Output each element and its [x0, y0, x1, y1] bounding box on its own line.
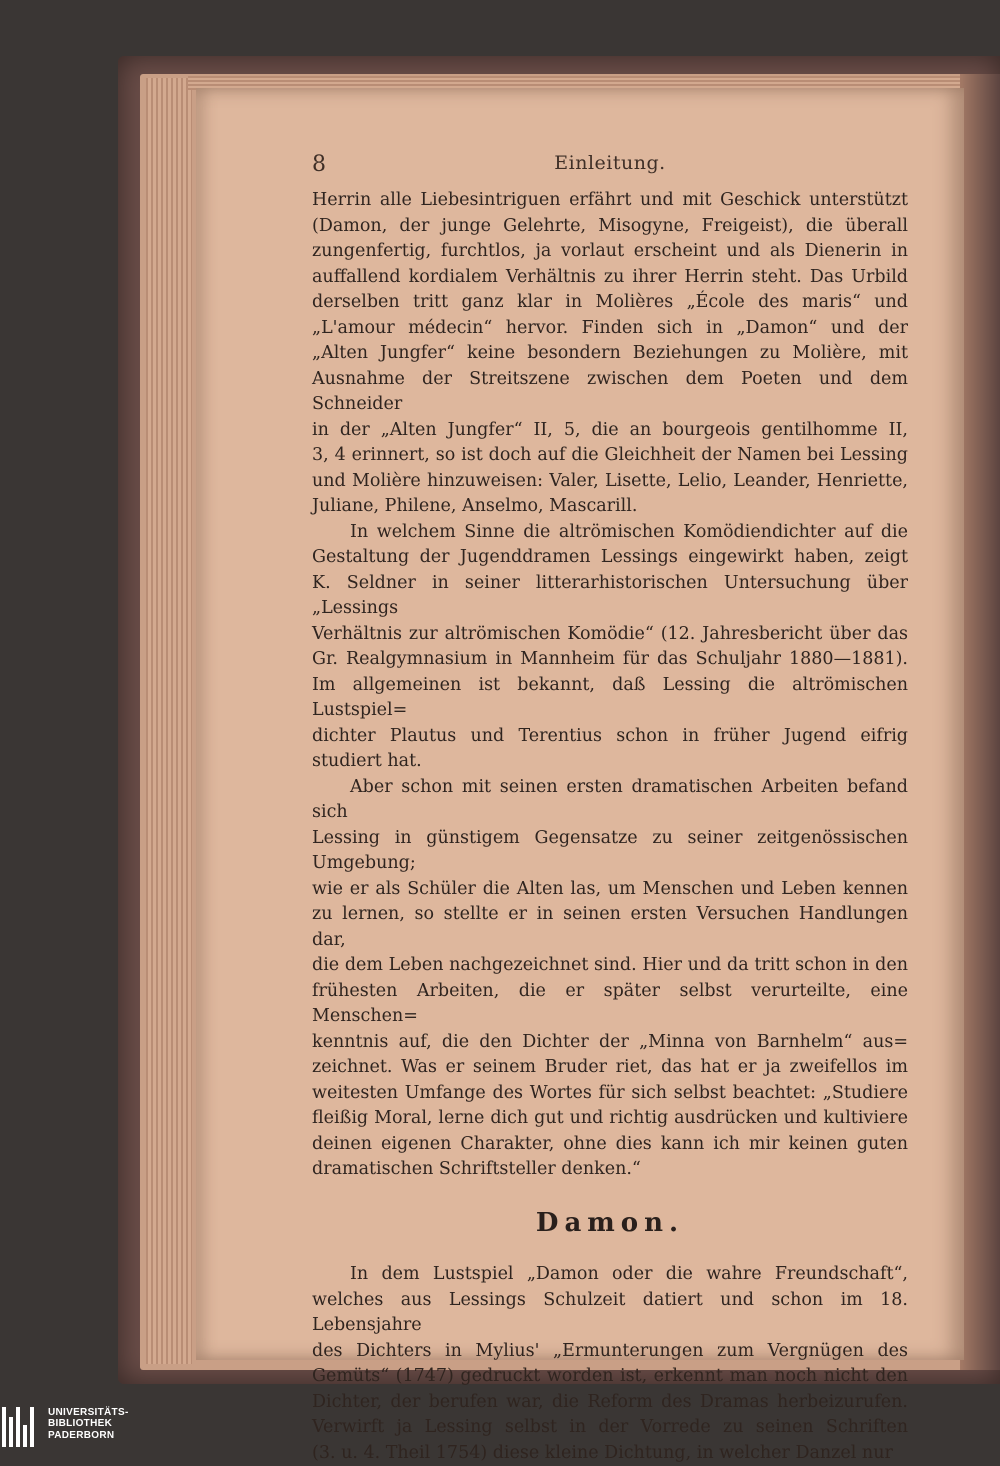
text-line: In dem Lustspiel „Damon oder die wahre Freundschaft“, [312, 1262, 908, 1288]
library-name [48, 1407, 129, 1442]
text-line: Verhältnis zur altrömischen Komödie“ (12. Jahresbericht über das [312, 622, 908, 648]
page-number: 8 [312, 152, 326, 177]
text-line: zungenfertig, furchtlos, ja vorlaut erscheint und als Dienerin in [312, 239, 908, 265]
text-line: K. Seldner in seiner litterarhistorischen Untersuchung über „Lessings [312, 571, 908, 622]
text-line: fleißig Moral, lerne dich gut und richtig ausdrücken und kultiviere [312, 1106, 908, 1132]
text-line: und Molière hinzuweisen: Valer, Lisette, Lelio, Leander, Henriette, [312, 469, 908, 495]
paragraph-2 [312, 520, 908, 775]
text-line: „L'amour médecin“ hervor. Finden sich in „Damon“ und der [312, 316, 908, 342]
text-line: dichter Plautus und Terentius schon in früher Jugend eifrig [312, 724, 908, 750]
library-name-line-3: PADERBORN [48, 1430, 129, 1442]
text-line: Aber schon mit seinen ersten dramatischen Arbeiten befand sich [312, 775, 908, 826]
text-line: Ausnahme der Streitszene zwischen dem Poeten und dem Schneider [312, 367, 908, 418]
text-line: „Alten Jungfer“ keine besondern Beziehungen zu Molière, mit [312, 341, 908, 367]
text-line: Lessing in günstigem Gegensatze zu seiner zeitgenössischen Umgebung; [312, 826, 908, 877]
text-line: deinen eigenen Charakter, ohne dies kann ich mir keinen guten [312, 1132, 908, 1158]
text-line: die dem Leben nachgezeichnet sind. Hier und da tritt schon in den [312, 953, 908, 979]
text-line: zu lernen, so stellte er in seinen ersten Versuchen Handlungen dar, [312, 902, 908, 953]
paragraph-4 [312, 1262, 908, 1466]
text-line: Herrin alle Liebesintriguen erfährt und mit Geschick unterstützt [312, 188, 908, 214]
text-line: in der „Alten Jungfer“ II, 5, die an bourgeois gentilhomme II, [312, 418, 908, 444]
text-line: Juliane, Philene, Anselmo, Mascarill. [312, 494, 908, 520]
text-line: wie er als Schüler die Alten las, um Menschen und Leben kennen [312, 877, 908, 903]
page-header [312, 152, 908, 182]
text-line: Im allgemeinen ist bekannt, daß Lessing die altrömischen Lustspiel= [312, 673, 908, 724]
text-line: welches aus Lessings Schulzeit datiert und schon im 18. Lebensjahre [312, 1288, 908, 1339]
text-line: (Damon, der junge Gelehrte, Misogyne, Freigeist), die überall [312, 214, 908, 240]
text-line: weitesten Umfange des Wortes für sich selbst beachtet: „Studiere [312, 1081, 908, 1107]
text-line: 3, 4 erinnert, so ist doch auf die Gleichheit der Namen bei Lessing [312, 443, 908, 469]
text-line: Gemüts“ (1747) gedruckt worden ist, erkennt man noch nicht den [312, 1364, 908, 1390]
library-logo [2, 1400, 162, 1448]
text-line: Gestaltung der Jugenddramen Lessings eingewirkt haben, zeigt [312, 545, 908, 571]
text-line: dramatischen Schriftsteller denken.“ [312, 1157, 908, 1183]
text-line: Verwirft ja Lessing selbst in der Vorrede zu seinen Schriften [312, 1415, 908, 1441]
paragraph-3 [312, 775, 908, 1183]
library-name-line-1: UNIVERSITÄTS- [48, 1407, 129, 1419]
text-line: (3. u. 4. Theil 1754) diese kleine Dichtung, in welcher Danzel nur [312, 1441, 908, 1466]
paragraph-1 [312, 188, 908, 520]
text-line: zeichnet. Was er seinem Bruder riet, das hat er ja zweifellos im [312, 1055, 908, 1081]
text-line: frühesten Arbeiten, die er später selbst verurteilte, eine Menschen= [312, 979, 908, 1030]
text-line: derselben tritt ganz klar in Molières „École des maris“ und [312, 290, 908, 316]
text-line: Gr. Realgymnasium in Mannheim für das Schuljahr 1880—1881). [312, 647, 908, 673]
library-name-line-2: BIBLIOTHEK [48, 1418, 129, 1430]
section-title: Damon. [312, 1211, 908, 1237]
book-spine [960, 74, 1000, 1370]
text-line: In welchem Sinne die altrömischen Komödiendichter auf die [312, 520, 908, 546]
library-logo-icon [2, 1401, 42, 1447]
text-line: kenntnis auf, die den Dichter der „Minna von Barnhelm“ aus= [312, 1030, 908, 1056]
text-column [312, 188, 908, 1466]
text-line: des Dichters in Mylius' „Ermunterungen zum Vergnügen des [312, 1339, 908, 1365]
text-line: studiert hat. [312, 749, 908, 775]
text-line: auffallend kordialem Verhältnis zu ihrer Herrin steht. Das Urbild [312, 265, 908, 291]
text-line: Dichter, der berufen war, die Reform des Dramas herbeizurufen. [312, 1390, 908, 1416]
running-head: Einleitung. [312, 152, 908, 174]
